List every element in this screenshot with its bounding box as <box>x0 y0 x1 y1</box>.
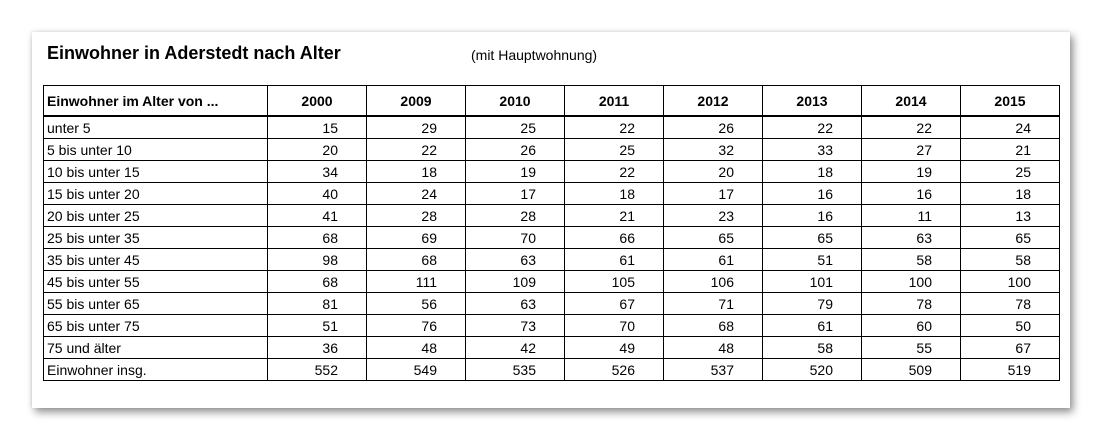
table-cell: 509 <box>862 359 961 381</box>
table-cell: 71 <box>664 293 763 315</box>
table-cell: 42 <box>466 337 565 359</box>
header-year: 2013 <box>763 86 862 117</box>
table-cell: 33 <box>763 139 862 161</box>
table-cell: 22 <box>565 161 664 183</box>
table-cell: 48 <box>664 337 763 359</box>
table-cell: 58 <box>862 249 961 271</box>
table-cell: 65 <box>961 227 1060 249</box>
table-cell: 26 <box>466 139 565 161</box>
table-cell: 63 <box>862 227 961 249</box>
page-subtitle: (mit Hauptwohnung) <box>471 47 598 63</box>
table-cell: 18 <box>367 161 466 183</box>
table-cell: 58 <box>961 249 1060 271</box>
table-cell: 23 <box>664 205 763 227</box>
table-cell: 106 <box>664 271 763 293</box>
header-year: 2009 <box>367 86 466 117</box>
table-row <box>44 116 1060 139</box>
header-year: 2012 <box>664 86 763 117</box>
header-year: 2014 <box>862 86 961 117</box>
table-cell: 68 <box>664 315 763 337</box>
table-cell: 76 <box>367 315 466 337</box>
table-cell: 32 <box>664 139 763 161</box>
table-cell: 105 <box>565 271 664 293</box>
header-age-label: Einwohner im Alter von ... <box>44 86 268 117</box>
table-cell: 535 <box>466 359 565 381</box>
header-row <box>44 86 1060 117</box>
table-cell: 65 <box>763 227 862 249</box>
table-cell: 60 <box>862 315 961 337</box>
table-cell: 25 <box>466 116 565 139</box>
table-cell: 18 <box>565 183 664 205</box>
table-cell: 27 <box>862 139 961 161</box>
table-cell: 13 <box>961 205 1060 227</box>
table-cell: 28 <box>367 205 466 227</box>
table-cell: 55 <box>862 337 961 359</box>
table-row <box>44 271 1060 293</box>
table-cell: 25 <box>565 139 664 161</box>
table-cell: 22 <box>565 116 664 139</box>
table-row <box>44 315 1060 337</box>
table-cell: 40 <box>268 183 367 205</box>
table-cell: 51 <box>268 315 367 337</box>
header-year: 2010 <box>466 86 565 117</box>
table-cell: 24 <box>367 183 466 205</box>
table-cell: 70 <box>466 227 565 249</box>
table-cell: 22 <box>367 139 466 161</box>
document-sheet <box>32 32 1070 408</box>
table-cell: 111 <box>367 271 466 293</box>
table-cell: 101 <box>763 271 862 293</box>
table-cell: 49 <box>565 337 664 359</box>
table-row <box>44 227 1060 249</box>
table-cell: 520 <box>763 359 862 381</box>
table-cell: 63 <box>466 249 565 271</box>
table-cell: 78 <box>961 293 1060 315</box>
table-cell: 61 <box>664 249 763 271</box>
table-row <box>44 293 1060 315</box>
table-cell: 69 <box>367 227 466 249</box>
row-label: 5 bis unter 10 <box>44 139 268 161</box>
row-label: Einwohner insg. <box>44 359 268 381</box>
table-cell: 519 <box>961 359 1060 381</box>
table-cell: 17 <box>664 183 763 205</box>
table-cell: 16 <box>763 205 862 227</box>
population-table <box>43 85 1060 381</box>
table-cell: 22 <box>763 116 862 139</box>
table-cell: 61 <box>565 249 664 271</box>
table-cell: 68 <box>268 227 367 249</box>
row-label: 65 bis unter 75 <box>44 315 268 337</box>
table-cell: 29 <box>367 116 466 139</box>
row-label: unter 5 <box>44 116 268 139</box>
table-cell: 63 <box>466 293 565 315</box>
table-cell: 19 <box>862 161 961 183</box>
table-cell: 552 <box>268 359 367 381</box>
table-cell: 20 <box>268 139 367 161</box>
table-cell: 67 <box>565 293 664 315</box>
table-cell: 36 <box>268 337 367 359</box>
table-cell: 16 <box>862 183 961 205</box>
row-label: 55 bis unter 65 <box>44 293 268 315</box>
table-cell: 48 <box>367 337 466 359</box>
table-body <box>44 116 1060 381</box>
table-cell: 68 <box>268 271 367 293</box>
table-cell: 21 <box>961 139 1060 161</box>
table-row <box>44 161 1060 183</box>
table-cell: 58 <box>763 337 862 359</box>
table-cell: 25 <box>961 161 1060 183</box>
row-label: 15 bis unter 20 <box>44 183 268 205</box>
table-row <box>44 249 1060 271</box>
table-cell: 61 <box>763 315 862 337</box>
table-cell: 78 <box>862 293 961 315</box>
row-label: 45 bis unter 55 <box>44 271 268 293</box>
total-row <box>44 359 1060 381</box>
table-cell: 19 <box>466 161 565 183</box>
table-cell: 100 <box>961 271 1060 293</box>
table-cell: 11 <box>862 205 961 227</box>
table-cell: 73 <box>466 315 565 337</box>
table-cell: 41 <box>268 205 367 227</box>
header-year: 2011 <box>565 86 664 117</box>
table-cell: 526 <box>565 359 664 381</box>
table-cell: 17 <box>466 183 565 205</box>
row-label: 75 und älter <box>44 337 268 359</box>
header-year: 2015 <box>961 86 1060 117</box>
table-cell: 70 <box>565 315 664 337</box>
table-cell: 28 <box>466 205 565 227</box>
table-cell: 51 <box>763 249 862 271</box>
table-row <box>44 139 1060 161</box>
table-cell: 15 <box>268 116 367 139</box>
table-row <box>44 337 1060 359</box>
header-year: 2000 <box>268 86 367 117</box>
table-cell: 18 <box>961 183 1060 205</box>
table-row <box>44 183 1060 205</box>
table-row <box>44 205 1060 227</box>
table-cell: 98 <box>268 249 367 271</box>
table-cell: 34 <box>268 161 367 183</box>
table-cell: 66 <box>565 227 664 249</box>
table-cell: 21 <box>565 205 664 227</box>
page-title: Einwohner in Aderstedt nach Alter <box>47 43 341 63</box>
table-cell: 20 <box>664 161 763 183</box>
row-label: 35 bis unter 45 <box>44 249 268 271</box>
table-cell: 24 <box>961 116 1060 139</box>
table-cell: 18 <box>763 161 862 183</box>
table-cell: 67 <box>961 337 1060 359</box>
table-cell: 549 <box>367 359 466 381</box>
table-cell: 22 <box>862 116 961 139</box>
table-cell: 56 <box>367 293 466 315</box>
table-cell: 100 <box>862 271 961 293</box>
table-cell: 79 <box>763 293 862 315</box>
row-label: 10 bis unter 15 <box>44 161 268 183</box>
table-cell: 537 <box>664 359 763 381</box>
row-label: 20 bis unter 25 <box>44 205 268 227</box>
table-cell: 109 <box>466 271 565 293</box>
table-cell: 26 <box>664 116 763 139</box>
table-cell: 68 <box>367 249 466 271</box>
table-cell: 50 <box>961 315 1060 337</box>
table-cell: 65 <box>664 227 763 249</box>
table-cell: 16 <box>763 183 862 205</box>
table-cell: 81 <box>268 293 367 315</box>
row-label: 25 bis unter 35 <box>44 227 268 249</box>
